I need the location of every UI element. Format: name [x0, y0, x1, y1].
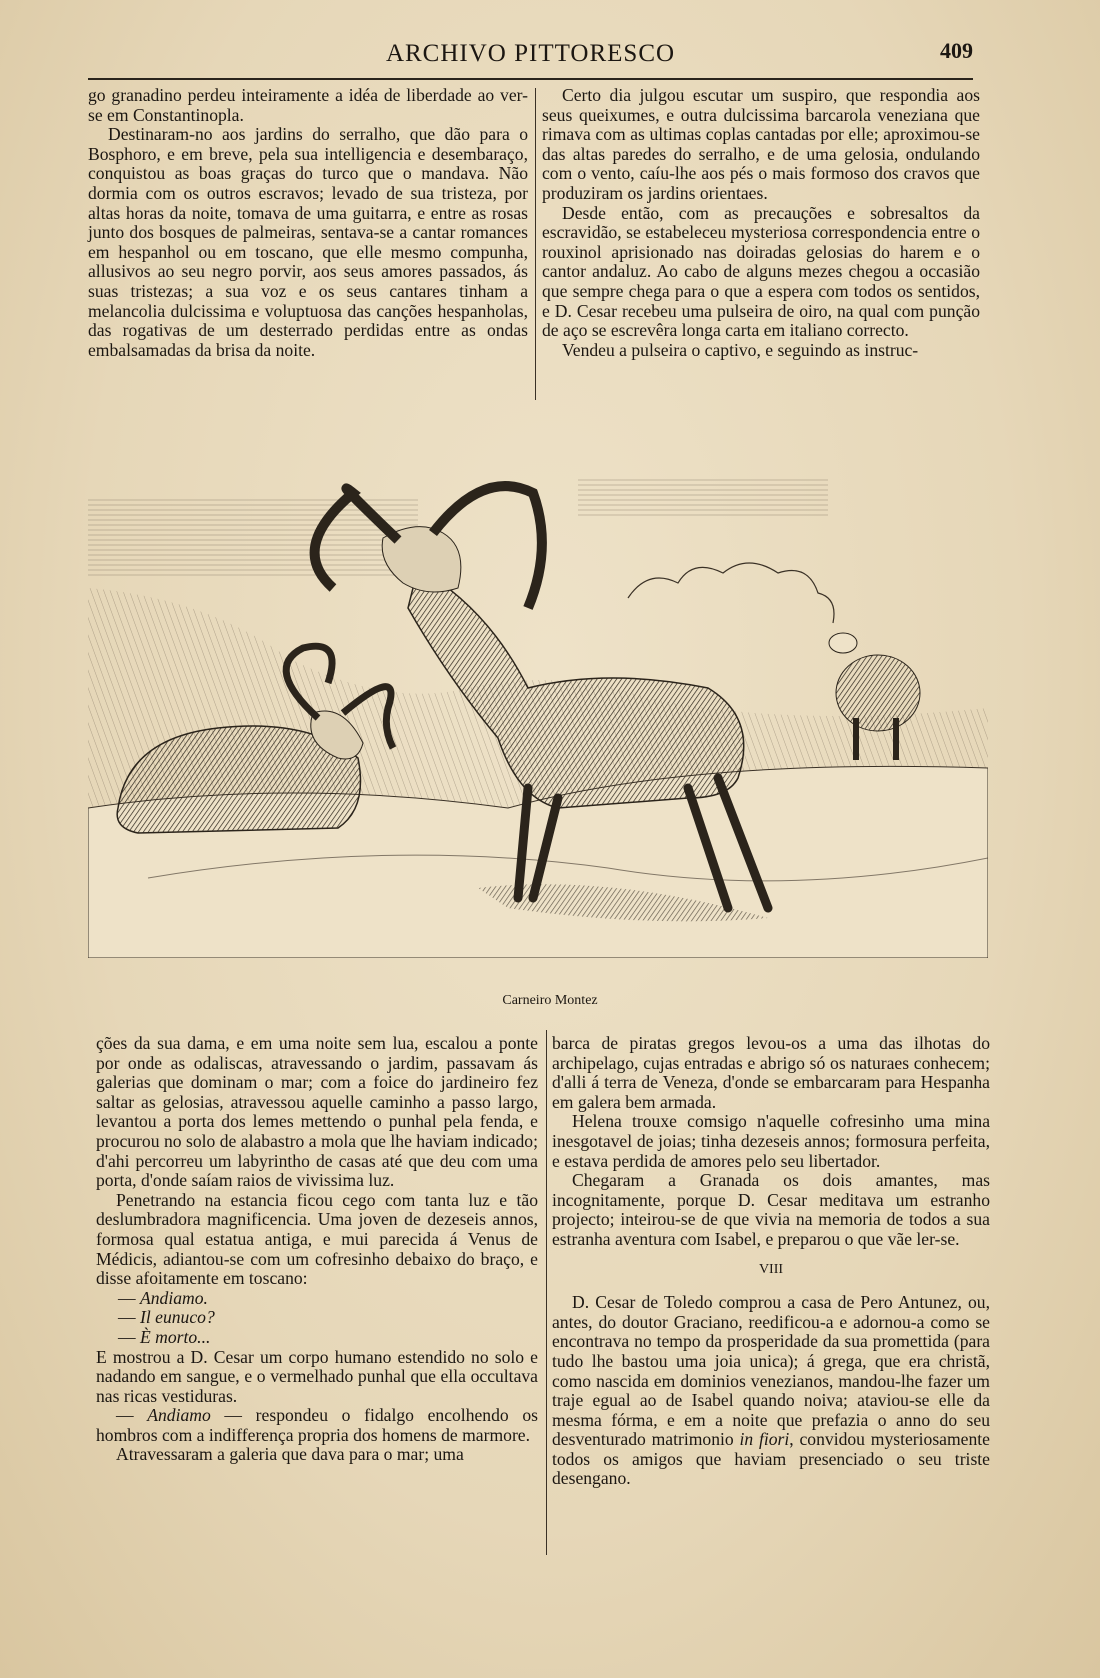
paragraph: go granadino perdeu inteiramente a idéa de liberdade ao ver-se em Constantinopla.	[88, 85, 528, 125]
cloud-outline	[628, 563, 834, 623]
illustration-caption: Carneiro Montez	[502, 993, 598, 1008]
emphasis: in fiori	[739, 1429, 790, 1450]
page-header	[88, 38, 973, 80]
column-divider	[546, 1030, 547, 1555]
paragraph: Helena trouxe comsigo n'aquelle cofresinho uma mina inesgotavel de joias; tinha dezeseis annos; formosura perfeita, e estava perdida de amores pelo seu libertador.	[552, 1111, 990, 1171]
paragraph: Chegaram a Granada os dois amantes, mas incognitamente, porque D. Cesar meditava um estranho projecto; inteirou-se de que vivia na memoria de todos a sua estranha aventura com Isabel, e preparou o que vãe ler-se.	[552, 1170, 990, 1249]
dash: —	[118, 1307, 140, 1328]
column-divider	[535, 88, 536, 400]
paragraph-text: , convidou mysteriosamente todos os amigos que haviam presenciado o seu triste desengano.	[552, 1429, 990, 1489]
dialogue-text: Il eunuco?	[140, 1307, 215, 1328]
paragraph: ções da sua dama, e em uma noite sem lua, escalou a ponte por onde as odaliscas, atravessando o jardim, passavam ás galerias que dominam o mar; com a foice do jardineiro fez saltar as gelosias, atravessou aquelle caminho a passo largo, levantou a porta dos lemes mettendo o punhal pela fenda, e procurou no solo de alabastro a mola que lhe haviam indicado; d'ahi percorreu um labyrintho de casas até que deu com uma porta, d'onde saíam raios de vivissima luz.	[96, 1033, 538, 1191]
paragraph-text: — respondeu o fidalgo encolhendo os hombros com a indifferença propria dos homens de marmore.	[96, 1405, 538, 1445]
paragraph: Penetrando na estancia ficou cego com tanta luz e tão deslumbradora magnificencia. Uma joven de dezeseis annos, formosa qual estatua antiga, e mui parecida á Venus de Médicis, adiantou-se com um cofresinho debaixo do braço, e disse afoitamente em toscano:	[96, 1189, 538, 1289]
dialogue-text: È morto...	[140, 1326, 211, 1347]
paragraph: E mostrou a D. Cesar um corpo humano estendido no solo e nadando em sangue, e o vermelhado punhal que ella occultava nas ricas vestiduras.	[96, 1346, 538, 1406]
section-number: VIII	[758, 1261, 784, 1277]
dialogue-line	[96, 1308, 538, 1328]
emphasis: Andiamo	[147, 1405, 211, 1426]
paragraph: Vendeu a pulseira o captivo, e seguindo as instruc-	[562, 339, 919, 360]
dash: —	[118, 1326, 140, 1347]
publication-title: ARCHIVO PITTORESCO	[385, 40, 676, 67]
dialogue-text: Andiamo.	[140, 1287, 208, 1308]
paragraph: Atravessaram a galeria que dava para o mar; uma	[116, 1444, 464, 1465]
dialogue-line	[96, 1328, 538, 1348]
text-column-bottom-left	[96, 1034, 538, 1465]
text-column-bottom-right	[552, 1034, 990, 1489]
paragraph: Desde então, com as precauções e sobresaltos da escravidão, se estabeleceu mysteriosa correspondencia entre o rouxinol aprisionado nas doiradas gelosias do harem e o cantor andaluz. Ao cabo de alguns mezes chegou a occasião que sempre chega para o que a espera com todos os sentidos, e D. Cesar recebeu uma pulseira de oiro, na qual com punção de aço se escrevêra longa carta em italiano correcto.	[542, 202, 980, 341]
page-number: 409	[940, 38, 973, 63]
text-column-top-right	[542, 86, 980, 360]
paragraph: Certo dia julgou escutar um suspiro, que respondia aos seus queixumes, e outra dulcissima barcarola veneziana que rimava com as ultimas coplas cantadas por elle; aproximou-se das altas paredes do serralho, e de uma gelosia, ondulando com o vento, caíu-lhe aos pés o mais formoso dos cravos que produziram os jardins orientaes.	[542, 85, 980, 203]
paragraph: barca de piratas gregos levou-os a uma das ilhotas do archipelago, cujas entradas e abrigo só os naturaes conhecem; d'alli á terra de Veneza, d'onde se embarcaram para Hespanha em galera bem armada.	[552, 1033, 990, 1112]
text-column-top-left	[88, 86, 528, 360]
paragraph: Destinaram-no aos jardins do serralho, que dão para o Bosphoro, e em breve, pela sua intelligencia e desembaraço, conquistou as boas graças do turco que o mandava. Não dormia com os outros escravos; levado de sua tristeza, por altas horas da noite, tomava de uma guitarra, e entre as rosas junto dos bosques de palmeiras, sentava-se a cantar romances em hespanhol ou em toscano, que elle mesmo compunha, allusivos ao seu negro porvir, aos seus amores passados, ás suas tristezas; a sua voz e os seus cantares tinham a melancolia dulcissima e voluptuosa das canções hespanholas, das rogativas de um desterrado perdidas entre as ondas embalsamadas da brisa da noite.	[88, 124, 528, 360]
dialogue-line	[96, 1289, 538, 1309]
sky-hatching	[578, 478, 828, 518]
paragraph	[552, 1293, 990, 1489]
engraving-illustration	[88, 478, 988, 958]
dash: —	[118, 1287, 140, 1308]
paragraph: — Andiamo — respondeu o fidalgo encolhendo os hombros com a indifferença propria dos homens de marmore.	[96, 1405, 538, 1445]
paragraph-text: D. Cesar de Toledo comprou a casa de Pero Antunez, ou, antes, do doutor Graciano, reedificou-a e adornou-a como se encontrava no tempo da prosperidade da sua promettida (para tudo lhe bastou uma joia unica); á grega, que era christã, como nascida em dominios venezianos, mandou-lhe fazer um traje egual ao de Isabel quando noiva; ataviou-se elle da mesma fórma, e em a noite que prefazia o anno do seu desventurado matrimonio	[552, 1292, 990, 1450]
